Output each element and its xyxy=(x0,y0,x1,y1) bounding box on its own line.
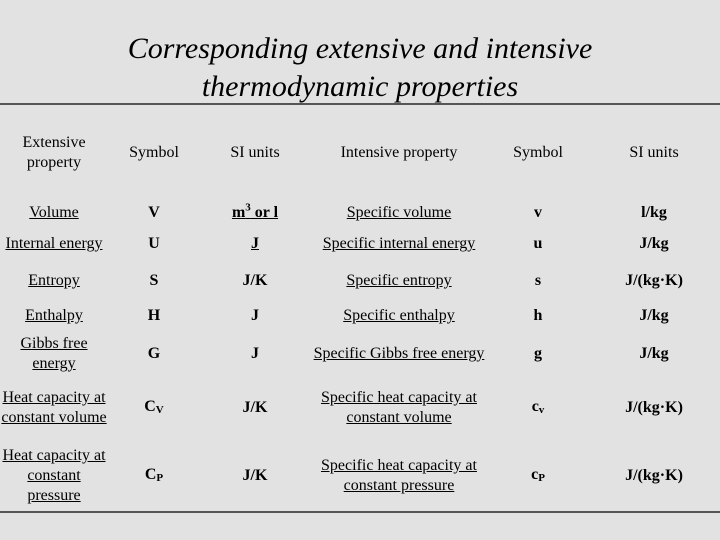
si-unit-base: m xyxy=(231,204,246,221)
intensive-property-cell[interactable]: Specific volume xyxy=(346,204,452,221)
intensive-symbol-cell: u xyxy=(533,235,543,252)
intensive-property-cell[interactable]: Specific internal energy xyxy=(322,235,476,252)
si-units-cell: J xyxy=(251,307,259,324)
table-row xyxy=(0,225,720,263)
intensive-symbol-cell: s xyxy=(534,272,542,289)
intensive-symbol-cell: g xyxy=(534,345,542,362)
symbol-subscript: P xyxy=(156,471,164,484)
intensive-si-units-cell: J/kg xyxy=(639,235,669,252)
header-extensive-property: Extensive property xyxy=(22,134,86,171)
table-row xyxy=(0,441,720,511)
intensive-symbol-cell: h xyxy=(533,307,543,324)
extensive-property-cell[interactable]: Heat capacity at constant volume xyxy=(1,389,107,426)
symbol-cell xyxy=(108,375,200,441)
header-si-units: SI units xyxy=(230,144,280,161)
header-symbol: Symbol xyxy=(129,144,179,161)
symbol-cell: G xyxy=(147,345,161,362)
table-row xyxy=(0,375,720,441)
si-units-cell: J xyxy=(251,345,259,362)
symbol-cell: S xyxy=(149,272,159,289)
intensive-property-cell[interactable]: Specific entropy xyxy=(346,272,452,289)
intensive-si-units-cell: J/(kg·K) xyxy=(625,399,683,416)
title-line-1: Corresponding extensive and intensive xyxy=(127,32,593,65)
extensive-property-cell[interactable]: Volume xyxy=(29,204,79,221)
header-intensive-property: Intensive property xyxy=(340,144,458,161)
intensive-property-cell[interactable]: Specific Gibbs free energy xyxy=(313,345,485,362)
table-row xyxy=(0,263,720,299)
extensive-property-cell[interactable]: Enthalpy xyxy=(25,307,83,324)
title-line-2: thermodynamic properties xyxy=(201,70,519,103)
si-unit-rest: or l xyxy=(250,204,279,221)
header-row xyxy=(0,105,720,201)
extensive-property-cell[interactable]: Gibbs free energy xyxy=(20,335,88,372)
symbol-subscript: P xyxy=(538,471,545,484)
extensive-property-cell[interactable]: Internal energy xyxy=(5,235,103,252)
si-units-cell[interactable]: J xyxy=(251,235,259,252)
intensive-si-units-cell: l/kg xyxy=(641,204,667,221)
table-row xyxy=(0,201,720,225)
intensive-si-units-cell: J/(kg·K) xyxy=(625,272,683,289)
intensive-symbol-cell xyxy=(488,375,588,441)
si-units-cell[interactable] xyxy=(200,201,310,225)
symbol-base: c xyxy=(531,397,539,415)
symbol-base: C xyxy=(144,397,156,415)
slide-title xyxy=(0,30,720,106)
symbol-subscript: V xyxy=(155,403,164,416)
table-row xyxy=(0,299,720,333)
intensive-property-cell[interactable]: Specific enthalpy xyxy=(343,307,455,324)
symbol-subscript: v xyxy=(538,403,545,416)
symbol-cell: H xyxy=(147,307,161,324)
si-units-cell[interactable]: J/K xyxy=(242,272,268,289)
intensive-si-units-cell: J/kg xyxy=(639,307,669,324)
symbol-cell: U xyxy=(148,235,160,252)
si-units-cell: J/K xyxy=(242,467,268,484)
symbol-cell: V xyxy=(148,204,160,221)
header-symbol-intensive: Symbol xyxy=(513,144,563,161)
si-unit-superscript: 3 xyxy=(245,201,251,214)
symbol-base: C xyxy=(144,465,157,483)
intensive-property-cell[interactable]: Specific heat capacity at constant pressure xyxy=(321,457,477,494)
intensive-symbol-cell xyxy=(488,441,588,511)
header-si-units-intensive: SI units xyxy=(629,144,679,161)
extensive-property-cell[interactable]: Entropy xyxy=(28,272,80,289)
extensive-property-cell[interactable]: Heat capacity at constant pressure xyxy=(2,447,106,504)
symbol-base: c xyxy=(531,465,539,483)
symbol-cell xyxy=(108,441,200,511)
intensive-si-units-cell: J/kg xyxy=(639,345,669,362)
si-units-cell: J/K xyxy=(242,399,268,416)
table-row xyxy=(0,333,720,375)
properties-table-frame xyxy=(0,103,720,513)
intensive-si-units-cell: J/(kg·K) xyxy=(625,467,683,484)
properties-table xyxy=(0,105,720,511)
intensive-symbol-cell: v xyxy=(534,204,542,221)
intensive-property-cell[interactable]: Specific heat capacity at constant volume xyxy=(321,389,477,426)
